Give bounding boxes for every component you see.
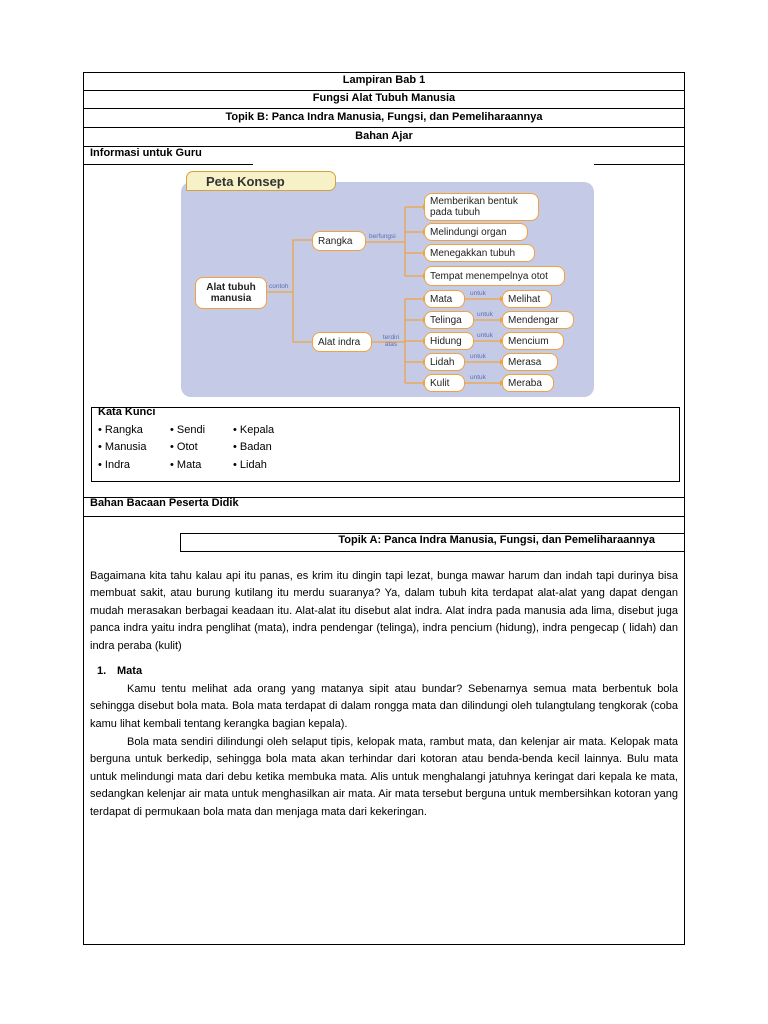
node-sense-organ: Kulit [424,374,465,392]
body-paragraph-text: Bola mata sendiri dilindungi oleh selaput tipis, kelopak mata, rambut mata, dan kelenjar air mata. Kelopak mata berguna untuk berkedip, sehingga bola mata akan terhindar dari kotoran atau benda-benda kecil lainnya. Bulu mata untuk melindungi mata dari debu ketika membuka mata. Alis untuk menghalangi jatuhnya keringat dari kepala ke mata, sedangkan kelenjar air mata untuk menghasilkan air mata. Air mata tersebut berguna untuk membersihkan kotoran yang terdapat di permukaan bola mata dan menjaga mata dari kekeringan. [90,736,678,818]
kata-kunci-item: • Otot [170,441,198,453]
kata-kunci-item: • Badan [233,441,272,453]
node-root: Alat tubuh manusia [195,277,267,309]
node-fungsi-rangka: Melindungi organ [424,223,528,241]
edge-label-untuk: untuk [470,374,486,381]
lampiran-title: Lampiran Bab 1 [342,74,426,86]
intro-paragraph: Bagaimana kita tahu kalau api itu panas, es krim itu dingin tapi lezat, bunga mawar harum dan indah tapi durinya bisa membuat sakit, atau burung kutilang itu merdu suaranya? Ya, dalam tubuh kita terdapat alat-alat yang dapat dengan mudah merasakan berbagai keadaan itu. Alat-alat itu disebut alat indra. Alat indra pada manusia ada lima, disebut juga panca indra yaitu indra penglihat (mata), indra pendengar (telinga), indra pencium (hidung), indra pengecap ( lidah) dan indra peraba (kulit) [90,570,678,652]
body-paragraph [90,734,678,821]
topik-a-title: Topik A: Panca Indra Manusia, Fungsi, dan Pemeliharaannya [338,534,655,546]
edge-label-untuk: untuk [470,353,486,360]
node-sense-function: Mendengar [502,311,574,329]
edge-label-terdiri-atas: terdiri atas [382,334,400,348]
kata-kunci-item: • Sendi [170,424,206,436]
section-title: Mata [117,665,143,677]
kata-kunci-item: • Indra [98,459,130,471]
node-sense-organ: Mata [424,290,465,308]
edge-label-contoh: contoh [269,283,289,290]
node-sense-function: Mencium [502,332,564,350]
body-paragraph-text: Kamu tentu melihat ada orang yang matanya sipit atau bundar? Sebenarnya semua mata berbentuk bola sehingga disebut bola mata. Bola mata terdapat di dalam rongga mata dan dilindungi oleh tulangtulang tengkorak (coba kamu lihat kembali tentang kerangka bagian kepala). [90,683,678,730]
node-sense-organ: Hidung [424,332,474,350]
node-rangka: Rangka [312,231,366,251]
node-alat-indra: Alat indra [312,332,372,352]
kata-kunci-item: • Rangka [98,424,143,436]
node-sense-function: Meraba [502,374,554,392]
node-sense-function: Melihat [502,290,552,308]
bahan-bacaan-label: Bahan Bacaan Peserta Didik [90,497,239,509]
edge-label-untuk: untuk [477,332,493,339]
edge-label-untuk: untuk [477,311,493,318]
node-fungsi-rangka: Memberikan bentuk pada tubuh [424,193,539,221]
peta-konsep-tab: Peta Konsep [186,171,336,191]
kata-kunci-item: • Mata [170,459,202,471]
topik-b-title: Topik B: Panca Indra Manusia, Fungsi, dan Pemeliharaannya [225,111,543,123]
edge-label-berfungsi: berfungsi [369,233,396,240]
kata-kunci-item: • Kepala [233,424,275,436]
node-sense-organ: Lidah [424,353,465,371]
info-guru-label: Informasi untuk Guru [90,147,202,159]
node-sense-organ: Telinga [424,311,474,329]
body-paragraph [90,681,678,733]
node-fungsi-rangka: Menegakkan tubuh [424,244,535,262]
kata-kunci-item: • Manusia [98,441,147,453]
node-fungsi-rangka: Tempat menempelnya otot [424,266,565,286]
kata-kunci-title: Kata Kunci [98,406,156,418]
edge-label-untuk: untuk [470,290,486,297]
section-number: 1. [97,665,107,677]
kata-kunci-item: • Lidah [233,459,267,471]
node-sense-function: Merasa [502,353,558,371]
bahan-ajar-title: Bahan Ajar [355,130,413,142]
fungsi-title: Fungsi Alat Tubuh Manusia [312,92,456,104]
